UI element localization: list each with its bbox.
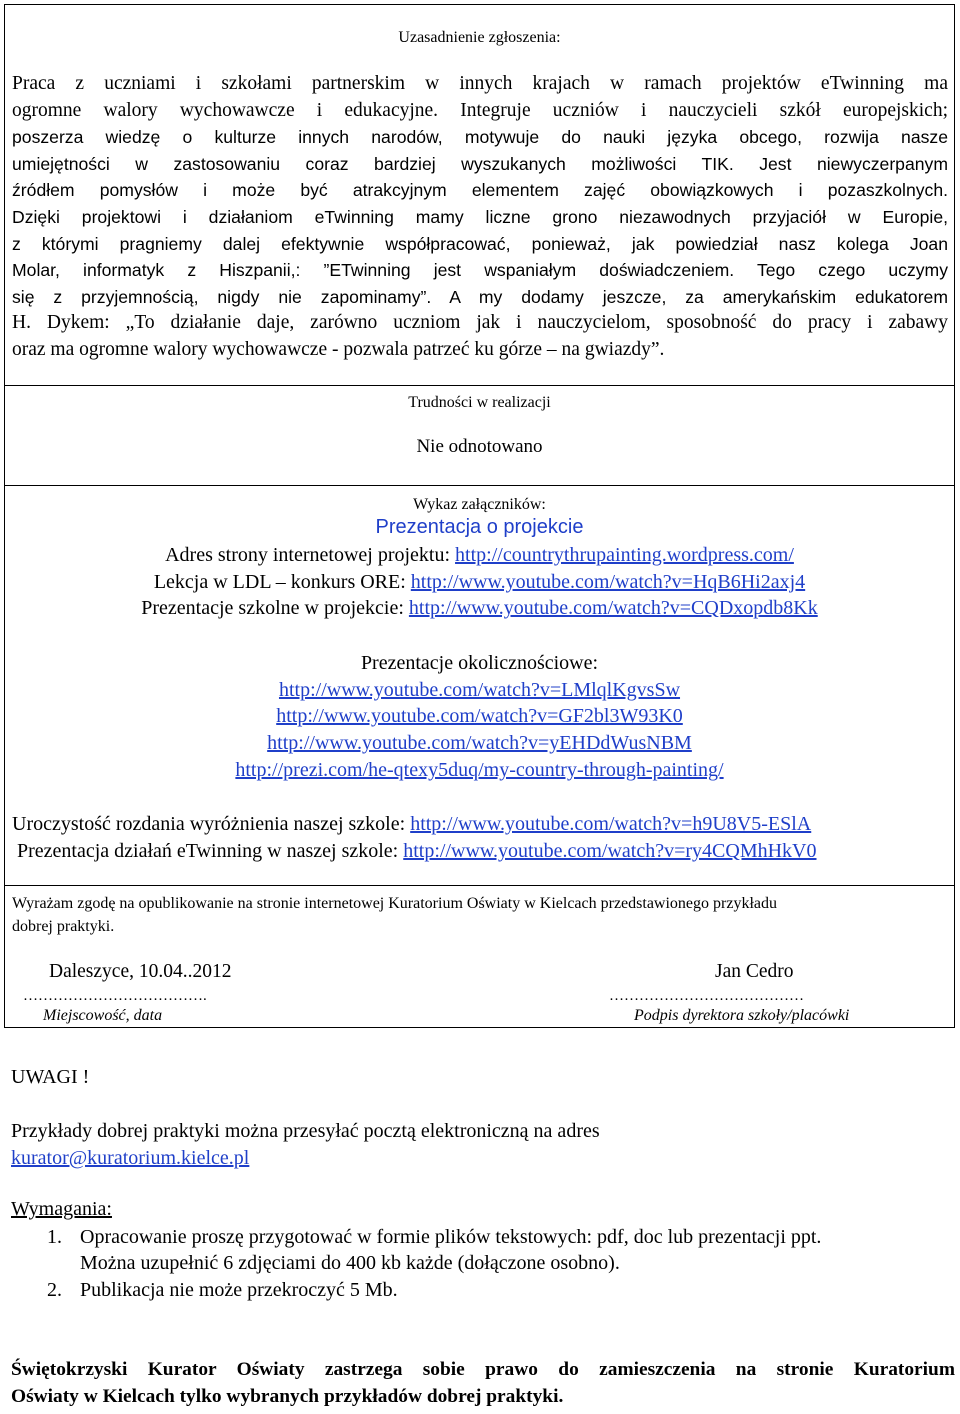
email-link[interactable]: kurator@kuratorium.kielce.pl — [11, 1147, 250, 1169]
school-presentations-label: Prezentacje szkolne w projekcie: — [141, 597, 409, 619]
lesson-row — [5, 571, 954, 594]
justification-section — [5, 5, 954, 386]
send-text: Przykłady dobrej praktyki można przesyłać pocztą elektroniczną na adres — [11, 1120, 600, 1142]
place-dots: ………………………………. — [23, 988, 207, 1004]
requirements-heading: Wymagania: — [11, 1198, 112, 1220]
final-note-line: Świętokrzyski Kurator Oświaty zastrzega sobie prawo do zamieszczenia na stronie Kuratorium — [11, 1359, 955, 1380]
justification-line: źródłem pomysłów i może być atrakcyjnym elementem zajęć obowiązkowych i pozaszkolnych. — [12, 180, 948, 201]
notes-heading: UWAGI ! — [11, 1066, 90, 1088]
ceremony-link[interactable]: http://www.youtube.com/watch?v=h9U8V5-ESlA — [410, 813, 812, 835]
presentation-link[interactable]: Prezentacja o projekcie — [375, 516, 584, 538]
website-link[interactable]: http://countrythrupainting.wordpress.com/ — [455, 544, 794, 566]
justification-line: umiejętności w zastosowaniu coraz bardziej wyszukanych możliwości TIK. Jest niewyczerpanym — [12, 153, 948, 174]
website-label: Adres strony internetowej projektu: — [165, 544, 456, 566]
attachments-heading: Wykaz załączników: — [413, 496, 546, 513]
difficulties-section — [5, 386, 954, 486]
justification-line: Molar, informatyk z Hiszpanii,: ”ETwinning jest wspaniałym doświadczeniem. Tego czego uczymy — [12, 260, 948, 281]
activities-label: Prezentacja działań eTwinning w naszej szkole: — [17, 840, 404, 862]
place-caption: Miejscowość, data — [43, 1007, 163, 1024]
ceremony-row — [12, 813, 811, 836]
occasional-link[interactable]: http://www.youtube.com/watch?v=GF2bl3W93K0 — [276, 705, 683, 727]
justification-line: z którymi pragniemy dalej efektywnie współpracować, ponieważ, jak powiedział nasz kolega Joan — [12, 233, 948, 254]
requirement-number: 2. — [47, 1279, 62, 1301]
consent-line: dobrej praktyki. — [12, 918, 115, 935]
activities-link[interactable]: http://www.youtube.com/watch?v=ry4CQMhHkV0 — [403, 840, 817, 862]
occasional-link[interactable]: http://www.youtube.com/watch?v=yEHDdWusNBM — [267, 732, 692, 754]
sign-caption: Podpis dyrektora szkoły/placówki — [634, 1007, 850, 1024]
attachments-section — [5, 486, 954, 886]
school-presentations-row — [5, 597, 954, 620]
justification-line: H. Dykem: „To działanie daje, zarówno uczniom jak i nauczycielom, sposobność do pracy i zabawy — [12, 312, 948, 334]
justification-text — [12, 71, 948, 364]
occasional-link[interactable]: http://www.youtube.com/watch?v=LMlqlKgvsSw — [278, 679, 681, 701]
lesson-label: Lekcja w LDL – konkurs ORE: — [153, 571, 411, 593]
website-row — [5, 544, 954, 567]
difficulties-value: Nie odnotowano — [416, 436, 543, 457]
requirement-line: Publikacja nie może przekroczyć 5 Mb. — [80, 1279, 398, 1301]
justification-line: poszerza wiedzę o kulturze innych narodów, motywuje do nauki języka obcego, rozwija nasze — [12, 127, 948, 148]
requirement-number: 1. — [47, 1226, 62, 1248]
form-frame — [4, 4, 955, 1028]
justification-line: ogromne walory wychowawcze i edukacyjne. Integruje uczniów i nauczycieli szkół europejskich; — [12, 99, 948, 121]
activities-row — [17, 840, 817, 863]
consent-text — [12, 892, 777, 938]
justification-line: oraz ma ogromne walory wychowawcze - pozwala patrzeć ku górze – na gwiazdy”. — [12, 338, 665, 360]
place-date: Daleszyce, 10.04..2012 — [49, 961, 232, 982]
ceremony-label: Uroczystość rozdania wyróżnienia naszej szkole: — [12, 813, 411, 835]
sign-dots: ………………………………… — [609, 988, 804, 1004]
justification-line: Dzięki projektowi i działaniom eTwinning mamy liczne grono niezawodnych przyjaciół w Europie, — [12, 206, 948, 227]
occasional-heading: Prezentacje okolicznościowe: — [360, 652, 599, 674]
consent-line: Wyrażam zgodę na opublikowanie na stronie internetowej Kuratorium Oświaty w Kielcach przedstawionego przykładu — [12, 895, 777, 912]
lesson-link[interactable]: http://www.youtube.com/watch?v=HqB6Hi2axj4 — [410, 571, 806, 593]
signatory-name: Jan Cedro — [715, 961, 794, 982]
justification-line: Praca z uczniami i szkołami partnerskim w innych krajach w ramach projektów eTwinning ma — [12, 73, 948, 94]
justification-heading: Uzasadnienie zgłoszenia: — [398, 29, 561, 46]
final-note-line: Oświaty w Kielcach tylko wybranych przykładów dobrej praktyki. — [11, 1386, 564, 1407]
occasional-link[interactable]: http://prezi.com/he-qtexy5duq/my-country-through-painting/ — [235, 759, 724, 781]
requirement-line: Opracowanie proszę przygotować w formie plików tekstowych: pdf, doc lub prezentacji ppt. — [80, 1226, 822, 1248]
difficulties-heading: Trudności w realizacji — [408, 394, 551, 411]
justification-line: się z przyjemnością, nigdy nie zapominamy”. A my dodamy jeszcze, za amerykańskim edukatorem — [12, 286, 948, 307]
requirement-line: Można uzupełnić 6 zdjęciami do 400 kb każde (dołączone osobno). — [80, 1252, 620, 1274]
school-presentations-link[interactable]: http://www.youtube.com/watch?v=CQDxopdb8Kk — [408, 597, 818, 619]
consent-section — [5, 886, 954, 1028]
